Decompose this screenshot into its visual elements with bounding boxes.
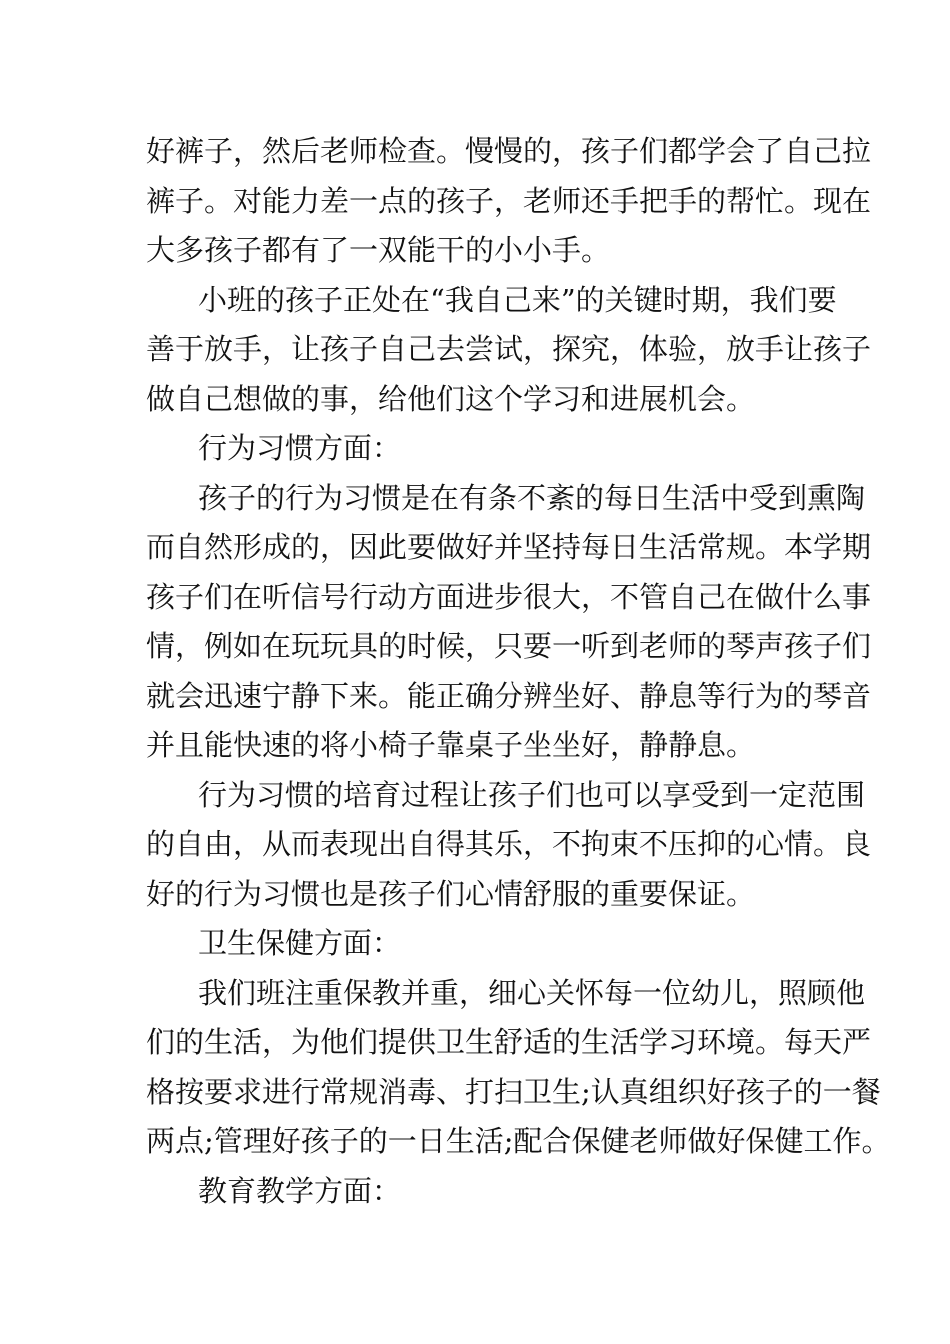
section-heading <box>146 1167 810 1217</box>
paragraph <box>146 276 872 425</box>
paragraph <box>146 771 872 920</box>
text-line: 格按要求进行常规消毒、打扫卫生;认真组织好孩子的一餐 <box>146 1074 881 1109</box>
document-body <box>146 127 891 1216</box>
text-line: 就会迅速宁静下来。能正确分辨坐好、静息等行为的琴音 <box>146 678 872 713</box>
heading-text: 教育教学方面： <box>198 1173 402 1208</box>
paragraph <box>146 474 872 771</box>
text-line: 好裤子，然后老师检查。慢慢的，孩子们都学会了自己拉 <box>146 134 872 168</box>
paragraph <box>146 127 872 276</box>
text-line: 善于放手，让孩子自己去尝试，探究，体验，放手让孩子 <box>146 332 872 366</box>
text-line: 而自然形成的，因此要做好并坚持每日生活常规。本学期 <box>146 530 872 564</box>
heading-text: 行为习惯方面： <box>198 431 402 465</box>
text-line: 两点;管理好孩子的一日生活;配合保健老师做好保健工作。 <box>146 1124 891 1158</box>
text-line: 们的生活，为他们提供卫生舒适的生活学习环境。每天严 <box>146 1025 872 1059</box>
text-line: 孩子们在听信号行动方面进步很大，不管自己在做什么事 <box>146 579 872 614</box>
text-line: 我们班注重保教并重，细心关怀每一位幼儿，照顾他 <box>198 975 866 1010</box>
text-line: 的自由，从而表现出自得其乐，不拘束不压抑的心情。良 <box>146 827 872 861</box>
text-line: 做自己想做的事，给他们这个学习和进展机会。 <box>146 381 756 416</box>
section-heading <box>146 424 810 474</box>
text-line: 裤子。对能力差一点的孩子，老师还手把手的帮忙。现在 <box>146 183 872 218</box>
text-line: 大多孩子都有了一双能干的小小手。 <box>146 233 611 267</box>
text-line: 情，例如在玩玩具的时候，只要一听到老师的琴声孩子们 <box>146 629 872 663</box>
text-line: 孩子的行为习惯是在有条不紊的每日生活中受到熏陶 <box>198 480 866 515</box>
text-line: 好的行为习惯也是孩子们心情舒服的重要保证。 <box>146 876 756 911</box>
paragraph <box>146 969 891 1167</box>
text-line: 小班的孩子正处在“我自己来”的关键时期，我们要 <box>198 282 837 317</box>
text-line: 并且能快速的将小椅子靠桌子坐坐好，静静息。 <box>146 728 756 762</box>
section-heading <box>146 919 810 969</box>
text-line: 行为习惯的培育过程让孩子们也可以享受到一定范围 <box>198 777 866 812</box>
heading-text: 卫生保健方面： <box>198 926 402 960</box>
